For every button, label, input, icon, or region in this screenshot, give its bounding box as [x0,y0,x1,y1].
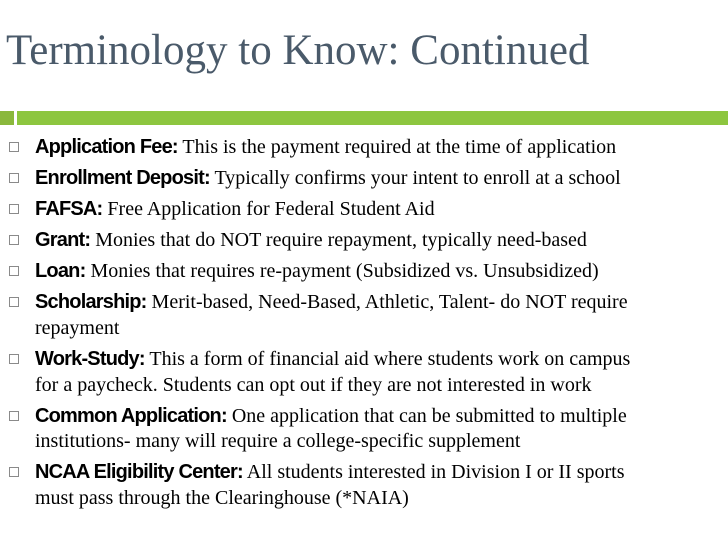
title-rule-left-block [0,111,14,125]
term-definition: Free Application for Federal Student Aid [107,198,435,221]
list-item [8,228,720,254]
term-label: Scholarship: [35,291,147,314]
term-definition-continued: institutions- many will require a college-specific supplement [35,430,521,453]
terminology-list [8,135,720,517]
term-label: NCAA Eligibility Center: [35,461,243,484]
title-rule-bar [17,111,728,125]
square-bullet-icon [9,266,19,276]
term-definition-continued: for a paycheck. Students can opt out if they are not interested in work [35,373,592,396]
square-bullet-icon [9,173,19,183]
term-definition-continued: repayment [35,316,120,339]
square-bullet-icon [9,142,19,152]
term-label: Loan: [35,260,86,283]
term-definition: One application that can be submitted to multiple [231,404,627,427]
square-bullet-icon [9,467,19,477]
term-label: Common Application: [35,404,227,427]
square-bullet-icon [9,235,19,245]
term-definition: Monies that requires re-payment (Subsidized vs. Unsubsidized) [90,260,599,283]
term-definition: This a form of financial aid where students work on campus [149,348,631,371]
list-item [8,166,720,192]
term-label: Work-Study: [35,348,145,371]
term-definition: Monies that do NOT require repayment, typically need-based [95,229,587,252]
list-item [8,197,720,223]
term-label: Enrollment Deposit: [35,167,210,190]
list-item [8,347,720,398]
list-item [8,259,720,285]
square-bullet-icon [9,204,19,214]
term-definition-continued: must pass through the Clearinghouse (*NAIA) [35,486,409,509]
list-item [8,290,720,341]
list-item [8,460,720,511]
term-definition: This is the payment required at the time of application [182,136,617,158]
square-bullet-icon [9,354,19,364]
list-item [8,404,720,455]
list-item [8,135,720,161]
term-label: Grant: [35,229,91,252]
term-definition: Merit-based, Need-Based, Athletic, Talent- do NOT require [151,291,628,314]
term-definition: All students interested in Division I or II sports [246,461,625,484]
term-label: Application Fee: [35,136,178,158]
square-bullet-icon [9,411,19,421]
term-label: FAFSA: [35,198,103,221]
square-bullet-icon [9,297,19,307]
term-definition: Typically confirms your intent to enroll at a school [214,167,621,190]
slide-title: Terminology to Know: Continued [6,27,590,74]
